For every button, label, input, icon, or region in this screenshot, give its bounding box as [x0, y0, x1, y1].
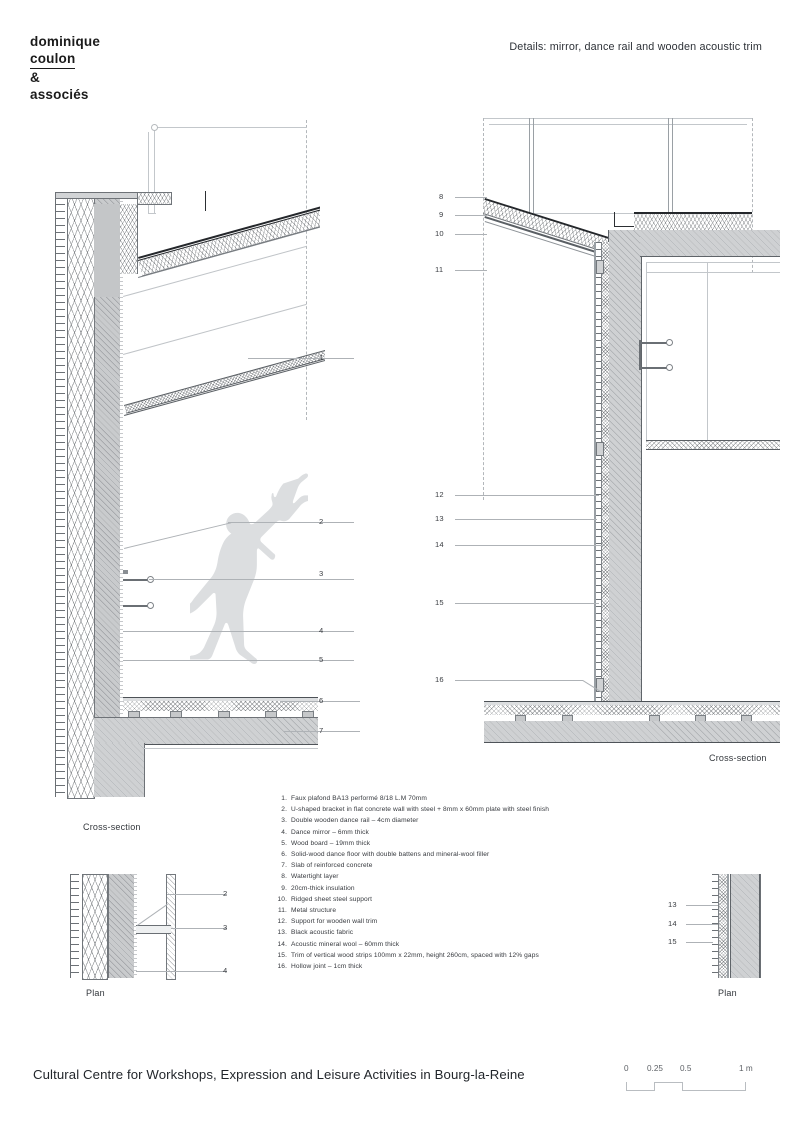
legend-item-9: [274, 883, 574, 894]
dancer-silhouette: [190, 463, 308, 685]
legend-item-number: 7.: [281, 862, 287, 870]
structure-top-line: [484, 118, 752, 119]
legend-item-number: 12.: [277, 918, 287, 926]
legend-item-text: Wood board – 19mm thick: [291, 839, 371, 847]
lower-concrete-slab: [484, 721, 780, 743]
callout-left-5: 5: [319, 655, 324, 664]
callout-left-3: 3: [319, 569, 324, 578]
legend-item-3: [274, 815, 574, 826]
leader-12: [455, 495, 599, 496]
leader-9: [455, 215, 487, 216]
left-cross-section-drawing: [50, 118, 370, 808]
callout-plan-left-4: 4: [223, 966, 228, 975]
leader-15: [455, 603, 599, 604]
dance-rail-right-upper-knob: [666, 339, 673, 346]
legend-item-number: 10.: [277, 895, 287, 903]
callout-right-15: 15: [435, 598, 444, 607]
roof-step-notch: [205, 191, 206, 211]
logo-line-1: dominique: [30, 34, 101, 49]
callout-plan-left-3: 3: [223, 923, 228, 932]
legend-item-number: 3.: [281, 817, 287, 825]
legend-item-text: 20cm-thick insulation: [291, 884, 355, 892]
plan-leader-3: [171, 928, 227, 929]
right-plan-caption: Plan: [718, 988, 737, 998]
callout-left-6: 6: [319, 696, 324, 705]
legend-item-text: Acoustic mineral wool – 60mm thick: [291, 940, 400, 948]
plan-leader-13: [686, 905, 718, 906]
roof-flat-insulation: [634, 214, 752, 231]
callout-plan-right-14: 14: [668, 919, 677, 928]
logo-line-2: coulon: [30, 50, 75, 69]
project-title: Cultural Centre for Workshops, Expression and Leisure Activities in Bourg-la-Reine: [33, 1067, 525, 1082]
legend-item-1: [274, 793, 574, 804]
logo-line-3: &: [30, 70, 40, 85]
upper-concrete-band: [640, 230, 780, 257]
callout-right-16: 16: [435, 675, 444, 684]
structure-top-line-2: [489, 124, 747, 125]
dance-rail-lower-knob: [147, 602, 154, 609]
legend-item-number: 11.: [278, 907, 287, 915]
rail-bracket-plate: [639, 340, 641, 370]
acoustic-fabric-layer: [594, 242, 596, 720]
legend-item-number: 6.: [281, 851, 287, 859]
dance-rail-right-upper: [640, 342, 668, 344]
legend-item-text: Double wooden dance rail – 4cm diameter: [291, 817, 419, 825]
legend-item-number: 14.: [277, 940, 287, 948]
leader-2: [228, 522, 354, 523]
legend-item-5: [274, 838, 574, 849]
acoustic-mineral-wool-layer: [601, 242, 609, 720]
legend-item-text: Faux plafond BA13 performé 8/18 L.M 70mm: [291, 795, 427, 802]
legend-item-number: 5.: [281, 839, 287, 847]
legend-item-number: 8.: [281, 873, 287, 881]
callout-right-13: 13: [435, 514, 444, 523]
legend-item-text: Solid-wood dance floor with double battens and mineral-wool filler: [291, 851, 490, 859]
legend-item-text: Metal structure: [291, 907, 337, 915]
leader-10: [455, 234, 487, 235]
legend-item-text: Hollow joint – 1cm thick: [291, 963, 363, 971]
legend-list: [274, 793, 574, 972]
callout-right-14: 14: [435, 540, 444, 549]
sheet-title: Details: mirror, dance rail and wooden acoustic trim: [509, 41, 762, 53]
plan-leader-15: [686, 942, 713, 943]
legend-item-text: Dance mirror – 6mm thick: [291, 828, 369, 836]
legend-item-number: 4.: [281, 828, 287, 836]
main-concrete-wall: [608, 230, 642, 720]
legend-item-text: Watertight layer: [291, 873, 339, 881]
plan-right-outer-line: [760, 874, 761, 978]
room-outline-post: [707, 262, 708, 440]
dance-rail-right-lower: [640, 367, 668, 369]
plan-right-concrete: [730, 874, 760, 978]
legend-item-number: 9.: [281, 884, 287, 892]
room-outline-top: [646, 262, 780, 263]
roof-step-notch-right: [614, 212, 635, 227]
below-slab-line: [144, 748, 318, 749]
callout-right-11: 11: [435, 265, 444, 274]
legend-item-text: Ridged sheet steel support: [291, 895, 373, 903]
callout-right-9: 9: [439, 210, 444, 219]
logo-line-4: associés: [30, 87, 89, 102]
leader-11: [455, 270, 487, 271]
wall-inner-face-upper: [94, 204, 120, 297]
right-section-caption: Cross-section: [709, 753, 767, 763]
trim-support-mid: [596, 442, 604, 456]
callout-left-1: 1: [319, 353, 324, 362]
callout-left-4: 4: [319, 626, 324, 635]
wall-below-slab: [94, 743, 145, 797]
scale-tick-025: 0.25: [647, 1064, 663, 1073]
ceiling-acoustic-layer: [124, 350, 325, 414]
leader-14: [455, 545, 603, 546]
plan-leader-14: [686, 924, 718, 925]
leader-1: [248, 358, 354, 359]
roof-slope-assembly: [120, 178, 320, 298]
legend-item-text: U-shaped bracket in flat concrete wall with steel + 8mm x 60mm plate with steel finish: [291, 806, 549, 814]
cut-line-left: [483, 118, 484, 500]
leader-13: [455, 519, 597, 520]
right-cross-section-drawing: [425, 112, 780, 737]
plan-outer-cladding: [71, 874, 79, 978]
wall-outer-cladding: [56, 197, 65, 797]
leader-16: [455, 680, 583, 681]
callout-right-10: 10: [435, 229, 444, 238]
right-plan-drawing: [656, 868, 786, 988]
legend-item-number: 1.: [281, 795, 287, 802]
legend-item-15: [274, 950, 574, 961]
plan-leader-2: [167, 894, 227, 895]
legend-item-7: [274, 860, 574, 871]
plan-outer-line: [70, 874, 71, 978]
scale-seg-b: [654, 1082, 683, 1083]
scale-bar: [624, 1064, 764, 1098]
callout-right-8: 8: [439, 192, 444, 201]
plan-leader-4: [136, 971, 227, 972]
leader-3: [149, 579, 354, 580]
dance-rail-lower: [123, 605, 149, 607]
scale-seg-c: [682, 1090, 746, 1091]
left-section-caption: Cross-section: [83, 822, 141, 832]
ceiling-board-line: [124, 360, 325, 417]
legend-item-text: Black acoustic fabric: [291, 929, 354, 937]
room-outline-inner: [646, 272, 780, 273]
scale-seg-a: [626, 1090, 655, 1091]
legend-item-16: [274, 961, 574, 972]
scale-end-right: [745, 1082, 746, 1091]
reference-line-top: [154, 127, 307, 128]
legend-item-number: 2.: [281, 806, 287, 814]
scale-end-left: [626, 1082, 627, 1091]
legend-item-13: [274, 927, 574, 938]
scale-tick-05: 0.5: [680, 1064, 692, 1073]
callout-left-2: 2: [319, 517, 324, 526]
plan-leader-2-diag: [137, 904, 168, 926]
callout-right-12: 12: [435, 490, 444, 499]
plan-right-fabric: [727, 874, 729, 978]
legend-item-11: [274, 905, 574, 916]
suspended-ceiling-assembly: [110, 323, 325, 423]
left-plan-drawing: [68, 868, 268, 988]
reference-node-circle: [151, 124, 158, 131]
legend-item-14: [274, 939, 574, 950]
scale-step-1: [654, 1082, 655, 1091]
dance-rail-right-lower-knob: [666, 364, 673, 371]
legend-item-12: [274, 916, 574, 927]
legend-item-text: Slab of reinforced concrete: [291, 862, 373, 870]
plan-insulation: [82, 874, 108, 980]
legend-item-10: [274, 894, 574, 905]
upper-floor-wool: [646, 440, 780, 450]
studio-logo: [30, 33, 100, 103]
scale-tick-1m: 1 m: [739, 1064, 753, 1073]
legend-item-number: 13.: [277, 929, 287, 937]
legend-item-number: 16.: [277, 963, 287, 971]
legend-item-2: [274, 804, 574, 815]
callout-plan-left-2: 2: [223, 889, 228, 898]
dance-rail-upper: [123, 579, 149, 581]
scale-tick-0: 0: [624, 1064, 629, 1073]
leader-8: [455, 197, 487, 198]
wall-insulation-layer: [67, 197, 95, 799]
u-bracket: [123, 570, 128, 574]
legend-item-number: 15.: [277, 951, 287, 959]
left-plan-caption: Plan: [86, 988, 105, 998]
plan-concrete: [108, 874, 136, 978]
roof-insulation-band: [138, 199, 320, 277]
wall-outer-line: [55, 197, 56, 797]
plan-dance-rail: [136, 925, 171, 934]
callout-plan-right-15: 15: [668, 937, 677, 946]
legend-item-6: [274, 849, 574, 860]
legend-item-4: [274, 827, 574, 838]
callout-left-7: 7: [319, 726, 324, 735]
trim-support-upper: [596, 260, 604, 274]
room-outline-left: [646, 262, 647, 440]
legend-item-text: Trim of vertical wood strips 100mm x 22mm, height 260cm, spaced with 12% gaps: [291, 951, 539, 959]
callout-plan-right-13: 13: [668, 900, 677, 909]
legend-item-8: [274, 871, 574, 882]
legend-item-text: Support for wooden wall trim: [291, 918, 378, 926]
scale-step-2: [682, 1082, 683, 1091]
